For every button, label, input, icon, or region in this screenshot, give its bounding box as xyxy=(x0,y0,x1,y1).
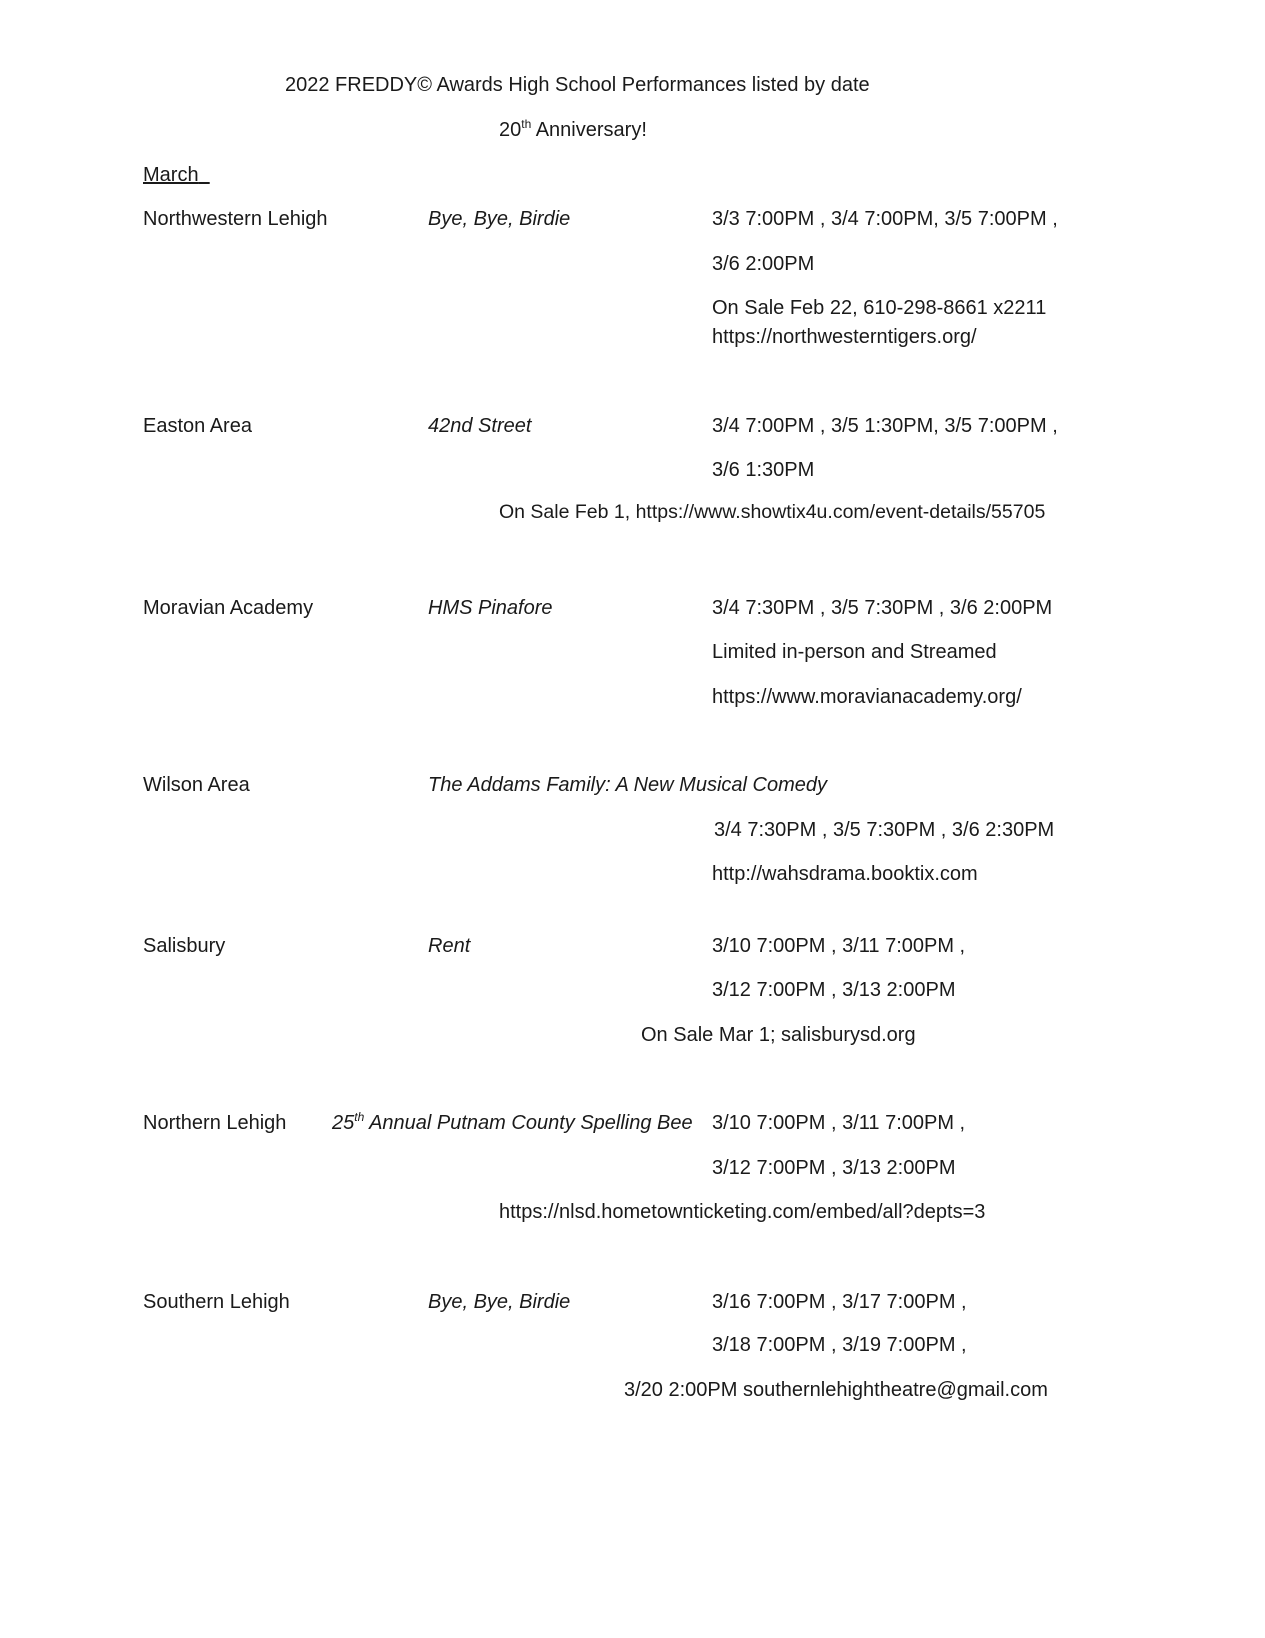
performance-times: 3/4 7:30PM , 3/5 7:30PM , 3/6 2:00PM xyxy=(712,597,1053,619)
ticket-link[interactable]: https://www.moravianacademy.org/ xyxy=(712,686,1022,708)
ticket-info: Limited in-person and Streamed xyxy=(712,641,997,663)
performance-times: 3/4 7:00PM , 3/5 1:30PM, 3/5 7:00PM , xyxy=(712,415,1058,437)
performance-times: 3/6 1:30PM xyxy=(712,459,815,481)
performance-times: 3/10 7:00PM , 3/11 7:00PM , xyxy=(712,1112,966,1134)
performance-times: 3/4 7:30PM , 3/5 7:30PM , 3/6 2:30PM xyxy=(714,819,1055,841)
show-title: Rent xyxy=(428,935,471,957)
school-name: Southern Lehigh xyxy=(143,1291,290,1313)
ticket-link[interactable]: http://wahsdrama.booktix.com xyxy=(712,863,978,885)
school-name: Easton Area xyxy=(143,415,252,437)
performance-times: 3/10 7:00PM , 3/11 7:00PM , xyxy=(712,935,966,957)
school-name: Northern Lehigh xyxy=(143,1112,287,1134)
ticket-info: On Sale Mar 1; salisburysd.org xyxy=(641,1024,916,1046)
anniversary-number: 20 xyxy=(499,119,522,141)
anniversary-suffix: th xyxy=(521,117,532,131)
show-title: 25th Annual Putnam County Spelling Bee xyxy=(332,1110,693,1134)
performance-times: 3/6 2:00PM xyxy=(712,253,815,275)
show-title: 42nd Street xyxy=(428,415,532,437)
ticket-info: On Sale Feb 22, 610-298-8661 x2211 xyxy=(712,297,1047,319)
performance-times: 3/12 7:00PM , 3/13 2:00PM xyxy=(712,1157,956,1179)
ticket-link[interactable]: https://nlsd.hometownticketing.com/embed/all?depts=3 xyxy=(499,1201,986,1223)
anniversary-text: Anniversary! xyxy=(531,119,647,141)
show-title: Bye, Bye, Birdie xyxy=(428,1291,571,1313)
page-title: 2022 FREDDY© Awards High School Performances listed by date xyxy=(285,74,870,96)
anniversary-subtitle xyxy=(499,117,647,141)
school-name: Northwestern Lehigh xyxy=(143,208,328,230)
month-heading: March xyxy=(143,164,199,186)
show-title: HMS Pinafore xyxy=(428,597,553,619)
school-name: Wilson Area xyxy=(143,774,250,796)
performance-times: 3/18 7:00PM , 3/19 7:00PM , xyxy=(712,1334,967,1356)
performance-times: 3/16 7:00PM , 3/17 7:00PM , xyxy=(712,1291,967,1313)
ticket-info: 3/20 2:00PM southernlehightheatre@gmail.com xyxy=(624,1379,1048,1401)
ticket-link[interactable]: https://northwesterntigers.org/ xyxy=(712,326,977,348)
show-title: Bye, Bye, Birdie xyxy=(428,208,571,230)
performance-times: 3/12 7:00PM , 3/13 2:00PM xyxy=(712,979,956,1001)
school-name: Moravian Academy xyxy=(143,597,314,619)
show-title: The Addams Family: A New Musical Comedy xyxy=(428,774,828,796)
performance-times: 3/3 7:00PM , 3/4 7:00PM, 3/5 7:00PM , xyxy=(712,208,1058,230)
school-name: Salisbury xyxy=(143,935,226,957)
ticket-link[interactable]: On Sale Feb 1, https://www.showtix4u.com/event-details/55705 xyxy=(499,501,1046,523)
